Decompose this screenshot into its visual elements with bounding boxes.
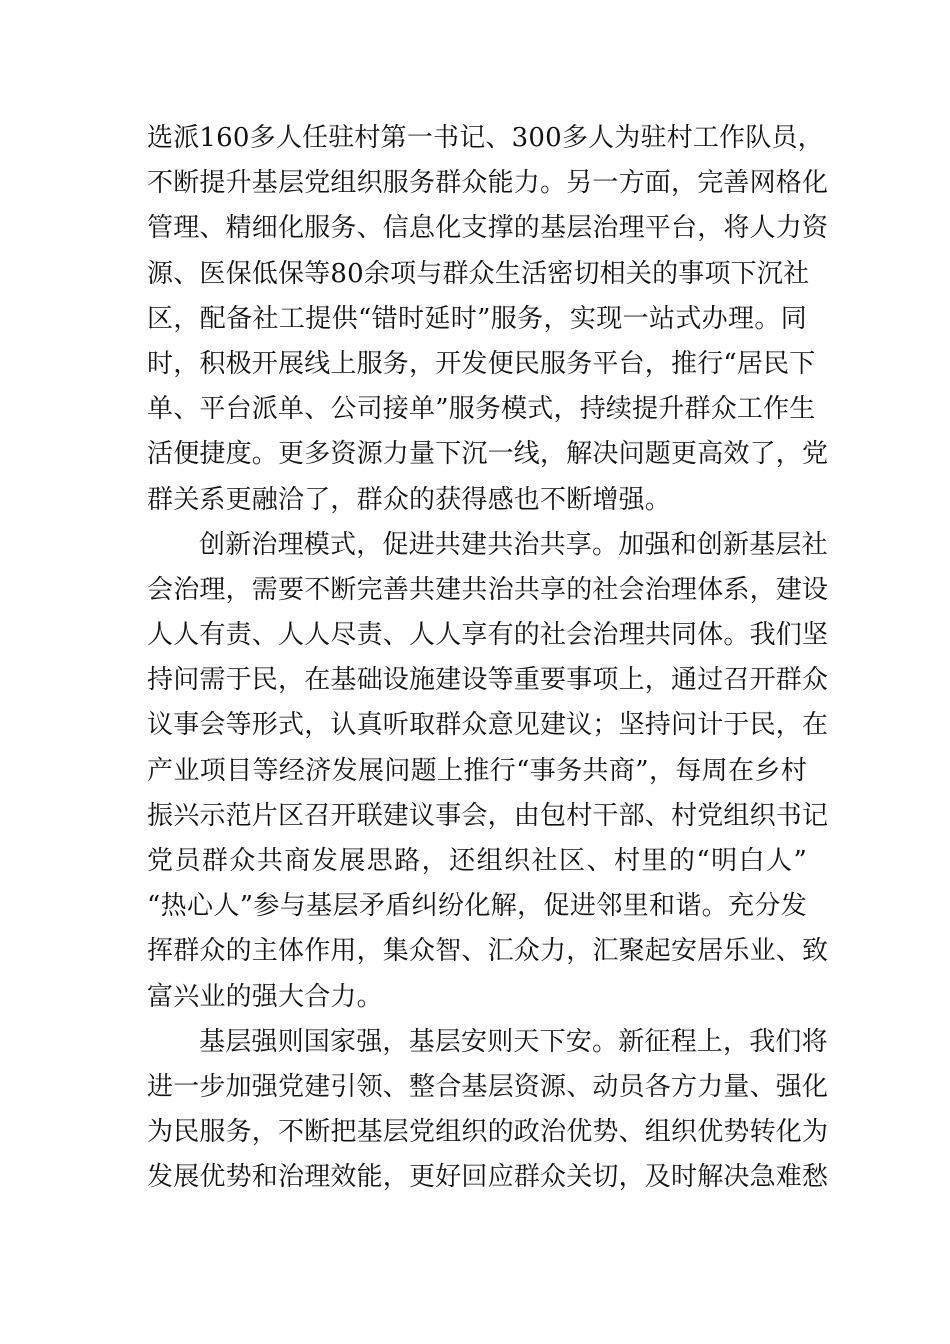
- text-line: 振兴示范片区召开联建议事会，由包村干部、村党组织书记: [147, 800, 829, 831]
- paragraph-3: [147, 1020, 829, 1201]
- text-line: 人人有责、人人尽责、人人享有的社会治理共同体。我们坚: [147, 620, 829, 651]
- paragraph-1: [147, 116, 829, 523]
- text-line: 会治理，需要不断完善共建共治共享的社会治理体系，建设: [147, 574, 829, 605]
- text-line: 时，积极开展线上服务，开发便民服务平台，推行“居民下: [147, 348, 816, 379]
- text-line: 党员群众共商发展思路，还组织社区、村里的“明白人”: [147, 846, 807, 876]
- text-line: 进一步加强党建引领、整合基层资源、动员各方力量、强化: [147, 1071, 829, 1102]
- text-line: 产业项目等经济发展问题上推行“事务共商”，每周在乡村: [147, 755, 807, 786]
- document-body: [147, 116, 829, 1201]
- text-line: 管理、精细化服务、信息化支撑的基层治理平台，将人力资: [147, 213, 829, 244]
- text-line: 创新治理模式，促进共建共治共享。加强和创新基层社: [199, 529, 828, 560]
- text-line: 发展优势和治理效能，更好回应群众关切，及时解决急难愁: [147, 1162, 829, 1193]
- text-line: 活便捷度。更多资源力量下沉一线，解决问题更高效了，党: [147, 439, 829, 470]
- text-line: 挥群众的主体作用，集众智、汇众力，汇聚起安居乐业、致: [147, 936, 829, 967]
- text-line: 群关系更融洽了，群众的获得感也不断增强。: [147, 484, 672, 515]
- text-line: 选派160多人任驻村第一书记、300多人为驻村工作队员，: [147, 123, 824, 153]
- text-line: 区，配备社工提供“错时延时”服务，实现一站式办理。同: [147, 303, 807, 334]
- text-line: “热心人”参与基层矛盾纠纷化解，促进邻里和谐。充分发: [147, 891, 807, 922]
- text-line: 议事会等形式，认真听取群众意见建议；坚持问计于民，在: [147, 710, 829, 741]
- text-line: 源、医保低保等80余项与群众生活密切相关的事项下沉社: [147, 258, 810, 289]
- text-line: 不断提升基层党组织服务群众能力。另一方面，完善网格化: [147, 168, 829, 199]
- text-line: 为民服务，不断把基层党组织的政治优势、组织优势转化为: [147, 1117, 829, 1148]
- text-line: 单、平台派单、公司接单”服务模式，持续提升群众工作生: [147, 394, 816, 425]
- paragraph-2: [147, 523, 829, 1020]
- text-line: 富兴业的强大合力。: [147, 981, 383, 1012]
- text-line: 基层强则国家强，基层安则天下安。新征程上，我们将: [199, 1026, 828, 1057]
- text-line: 持问需于民，在基础设施建设等重要事项上，通过召开群众: [147, 665, 829, 696]
